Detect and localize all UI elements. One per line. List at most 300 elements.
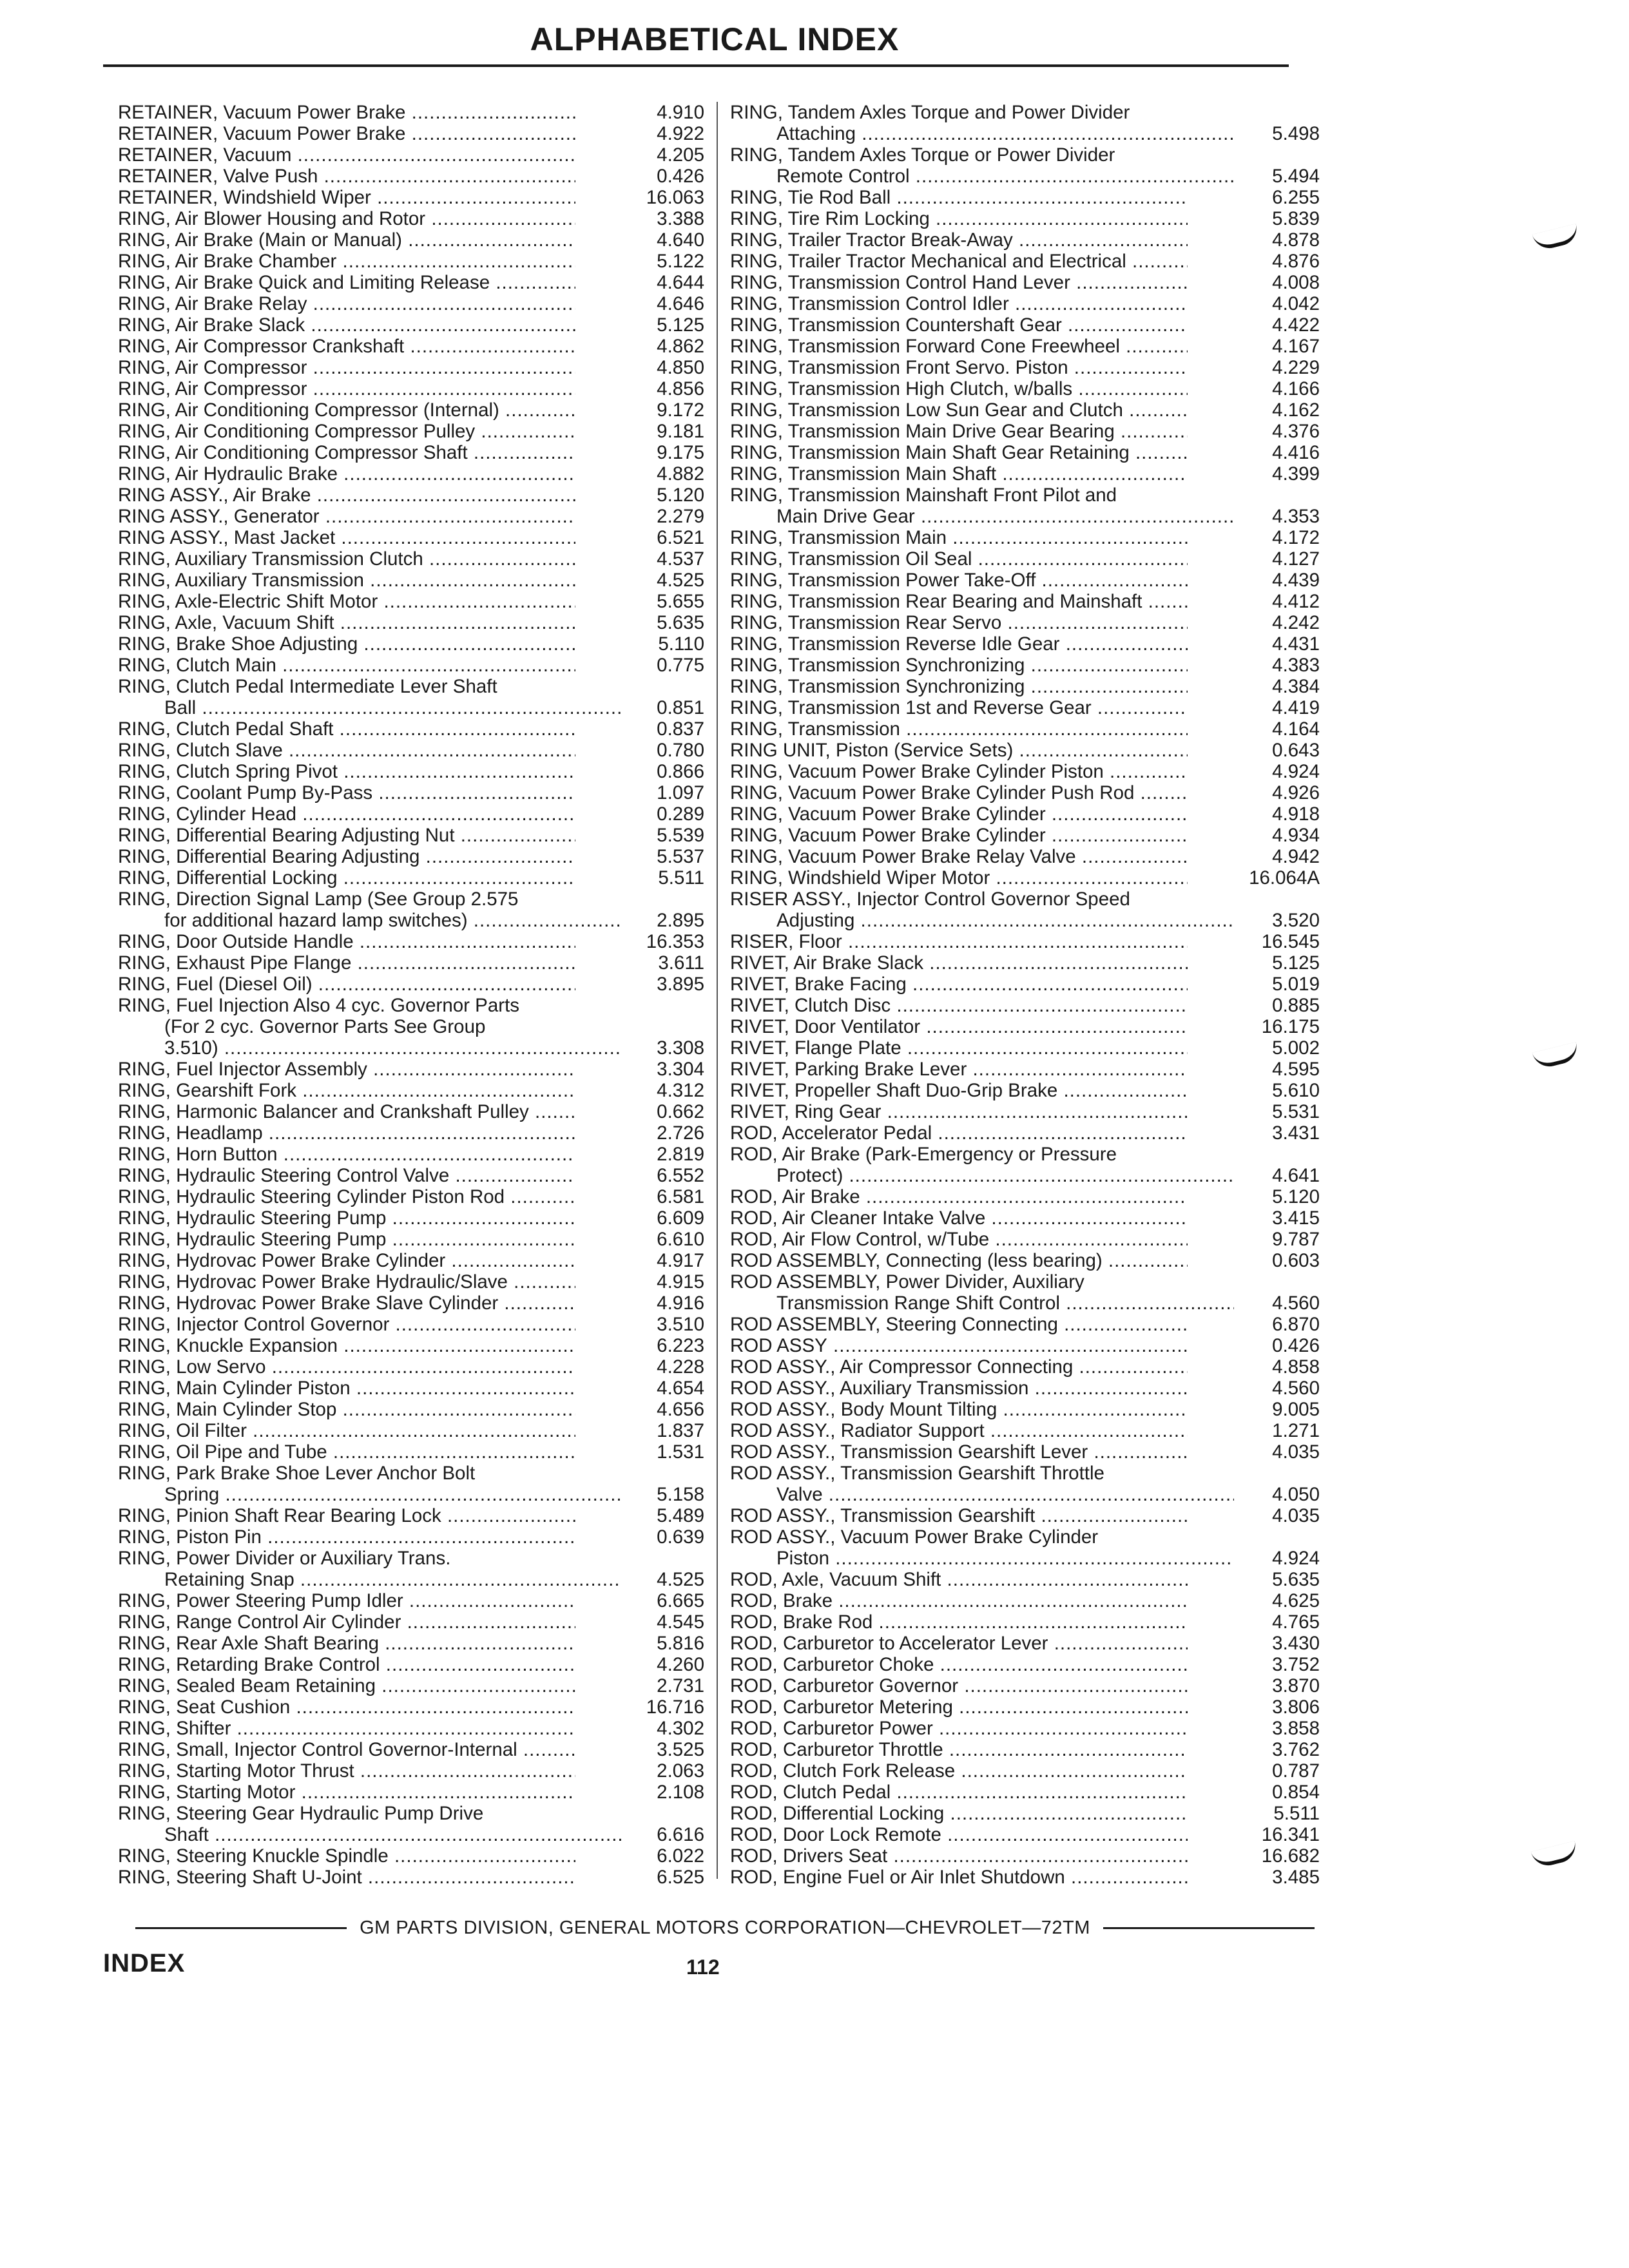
entry-page-ref: 4.439: [1272, 570, 1320, 591]
entry-page-ref: 6.870: [1272, 1314, 1320, 1335]
entry-text: RING, Transmission Synchronizing .....: [730, 676, 1188, 697]
entry-text: RETAINER, Vacuum .....: [118, 144, 575, 166]
entry-text: RING, Direction Signal Lamp (See Group 2.575: [118, 889, 519, 910]
entry-text: RING ASSY., Mast Jacket .....: [118, 527, 575, 548]
entry-text: RING, Transmission Control Idler .....: [730, 293, 1188, 314]
entry-page-ref: 6.022: [657, 1845, 704, 1867]
index-entry: [118, 761, 704, 782]
entry-text: RING, Hydraulic Steering Pump .....: [118, 1229, 575, 1250]
entry-text: RING, Shifter .....: [118, 1718, 575, 1739]
entry-page-ref: 5.002: [1272, 1037, 1320, 1059]
index-entry: [118, 1760, 704, 1782]
index-entry: [118, 952, 704, 974]
index-entry: [118, 1441, 704, 1463]
title-rule: [103, 64, 1289, 67]
entry-page-ref: 0.851: [657, 697, 704, 718]
entry-text: RING, Steering Knuckle Spindle .....: [118, 1845, 575, 1867]
entry-text: ROD ASSY., Transmission Gearshift Throttle: [730, 1463, 1104, 1484]
entry-text: RIVET, Propeller Shaft Duo-Grip Brake .....: [730, 1080, 1188, 1101]
index-entry: [118, 293, 704, 314]
entry-text: RIVET, Ring Gear .....: [730, 1101, 1188, 1122]
index-entry: [118, 357, 704, 378]
index-entry: [118, 527, 704, 548]
index-entry: [730, 1803, 1320, 1824]
entry-text: RING, Air Brake (Main or Manual) .....: [118, 229, 575, 251]
entry-text: RING, Piston Pin .....: [118, 1526, 575, 1548]
entry-page-ref: 5.537: [657, 846, 704, 867]
index-entry: [730, 761, 1320, 782]
index-entry: [118, 123, 704, 144]
entry-page-ref: 0.854: [1272, 1782, 1320, 1803]
entry-page-ref: 16.682: [1261, 1845, 1320, 1867]
index-column-right: [730, 102, 1320, 1888]
entry-page-ref: 3.752: [1272, 1654, 1320, 1675]
index-entry: [730, 251, 1320, 272]
entry-text: RING, Hydraulic Steering Pump .....: [118, 1207, 575, 1229]
entry-page-ref: 4.640: [657, 229, 704, 251]
index-entry: [730, 1037, 1320, 1059]
entry-page-ref: 5.511: [658, 867, 704, 889]
entry-text: RING, Starting Motor Thrust .....: [118, 1760, 575, 1782]
index-entry: [730, 1867, 1320, 1888]
entry-page-ref: 4.166: [1272, 378, 1320, 399]
entry-text: RING, Transmission Forward Cone Freewheel .....: [730, 336, 1188, 357]
index-entry: [730, 1441, 1320, 1463]
index-entry: [730, 1824, 1320, 1845]
index-entry: [118, 1101, 704, 1122]
index-entry: [730, 378, 1320, 399]
entry-page-ref: 4.525: [657, 1569, 704, 1590]
index-entry: [118, 570, 704, 591]
entry-page-ref: 4.641: [1272, 1165, 1320, 1186]
index-entry: [730, 1207, 1320, 1229]
entry-text: RING, Clutch Spring Pivot .....: [118, 761, 575, 782]
entry-text: RING, Transmission Rear Bearing and Mainshaft .....: [730, 591, 1188, 612]
entry-text: RING, Seat Cushion .....: [118, 1696, 575, 1718]
entry-text: RIVET, Flange Plate .....: [730, 1037, 1188, 1059]
entry-page-ref: 4.926: [1272, 782, 1320, 803]
index-entry: [730, 740, 1320, 761]
index-entry: [730, 1399, 1320, 1420]
entry-page-ref: 3.304: [657, 1059, 704, 1080]
entry-text: RING, Axle, Vacuum Shift .....: [118, 612, 575, 633]
entry-page-ref: 4.876: [1272, 251, 1320, 272]
entry-text: Adjusting .....: [730, 910, 1234, 931]
index-entry: [730, 1378, 1320, 1399]
index-entry: [118, 463, 704, 485]
entry-page-ref: 5.019: [1272, 974, 1320, 995]
entry-text: RING, Starting Motor .....: [118, 1782, 575, 1803]
index-entry: [118, 314, 704, 336]
entry-page-ref: 1.837: [657, 1420, 704, 1441]
index-entry: [118, 1633, 704, 1654]
entry-text: RING, Trailer Tractor Mechanical and Electrical .....: [730, 251, 1188, 272]
index-entry: [730, 1250, 1320, 1271]
entry-text: ROD, Differential Locking .....: [730, 1803, 1188, 1824]
entry-text: RING, Air Blower Housing and Rotor .....: [118, 208, 575, 229]
index-entry: [118, 1718, 704, 1739]
entry-page-ref: 2.279: [657, 506, 704, 527]
entry-page-ref: 6.255: [1272, 187, 1320, 208]
index-entry: [118, 144, 704, 166]
entry-page-ref: 4.383: [1272, 655, 1320, 676]
entry-page-ref: 4.882: [657, 463, 704, 485]
index-entry: [118, 1590, 704, 1611]
entry-text: RING, Main Cylinder Stop .....: [118, 1399, 575, 1420]
entry-text: ROD ASSEMBLY, Steering Connecting .....: [730, 1314, 1188, 1335]
index-entry: [730, 1590, 1320, 1611]
index-entry: [730, 1059, 1320, 1080]
entry-text: RING, Air Compressor Crankshaft .....: [118, 336, 575, 357]
entry-page-ref: 2.063: [657, 1760, 704, 1782]
index-entry: [118, 272, 704, 293]
index-entry: [730, 1144, 1320, 1186]
index-entry: [118, 1696, 704, 1718]
entry-page-ref: 4.560: [1272, 1293, 1320, 1314]
entry-text: Main Drive Gear .....: [730, 506, 1234, 527]
entry-page-ref: 5.120: [1272, 1186, 1320, 1207]
entry-text: RING UNIT, Piston (Service Sets) .....: [730, 740, 1188, 761]
entry-text: RING, Transmission Reverse Idle Gear .....: [730, 633, 1188, 655]
entry-page-ref: 3.806: [1272, 1696, 1320, 1718]
index-entry: [730, 974, 1320, 995]
entry-text: for additional hazard lamp switches) .....: [118, 910, 622, 931]
index-entry: [730, 293, 1320, 314]
index-entry: [118, 1803, 704, 1845]
entry-text: ROD ASSY .....: [730, 1335, 1188, 1356]
index-entry: [118, 1548, 704, 1590]
entry-page-ref: 4.537: [657, 548, 704, 570]
entry-page-ref: 6.616: [657, 1824, 704, 1845]
entry-page-ref: 4.856: [657, 378, 704, 399]
entry-page-ref: 1.271: [1272, 1420, 1320, 1441]
entry-text: RING, Low Servo .....: [118, 1356, 575, 1378]
entry-page-ref: 0.639: [657, 1526, 704, 1548]
entry-page-ref: 4.934: [1272, 825, 1320, 846]
entry-page-ref: 4.858: [1272, 1356, 1320, 1378]
index-entry: [118, 251, 704, 272]
entry-page-ref: 0.885: [1272, 995, 1320, 1016]
entry-page-ref: 5.158: [657, 1484, 704, 1505]
entry-text: RING, Windshield Wiper Motor .....: [730, 867, 1188, 889]
entry-text: RING, Oil Pipe and Tube .....: [118, 1441, 575, 1463]
index-entry: [118, 1675, 704, 1696]
entry-text: RISER ASSY., Injector Control Governor Speed: [730, 889, 1130, 910]
entry-text: ROD, Air Cleaner Intake Valve .....: [730, 1207, 1188, 1229]
entry-text: RIVET, Air Brake Slack .....: [730, 952, 1188, 974]
entry-text: RING, Retarding Brake Control .....: [118, 1654, 575, 1675]
index-entry: [730, 272, 1320, 293]
index-entry: [118, 1867, 704, 1888]
entry-text: RING, Coolant Pump By-Pass .....: [118, 782, 575, 803]
entry-page-ref: 16.716: [646, 1696, 704, 1718]
entry-text: RING, Air Conditioning Compressor Shaft .....: [118, 442, 575, 463]
index-entry: [730, 1569, 1320, 1590]
entry-text: RING, Vacuum Power Brake Cylinder Push Rod .....: [730, 782, 1188, 803]
entry-page-ref: 4.765: [1272, 1611, 1320, 1633]
entry-text: RING, Air Brake Slack .....: [118, 314, 575, 336]
entry-text: RING, Gearshift Fork .....: [118, 1080, 575, 1101]
index-entry: [118, 974, 704, 995]
entry-text: ROD, Carburetor Metering .....: [730, 1696, 1188, 1718]
index-entry: [118, 655, 704, 676]
index-entry: [730, 995, 1320, 1016]
entry-text: RING, Door Outside Handle .....: [118, 931, 575, 952]
entry-text: RIVET, Brake Facing .....: [730, 974, 1188, 995]
index-entry: [730, 144, 1320, 187]
entry-text: Ball .....: [118, 697, 622, 718]
entry-text: RING, Auxiliary Transmission Clutch .....: [118, 548, 575, 570]
index-entry: [730, 867, 1320, 889]
entry-text: RING ASSY., Generator .....: [118, 506, 575, 527]
entry-page-ref: 4.399: [1272, 463, 1320, 485]
entry-text: RETAINER, Vacuum Power Brake .....: [118, 123, 575, 144]
index-entry: [730, 1271, 1320, 1314]
entry-page-ref: 4.431: [1272, 633, 1320, 655]
entry-page-ref: 4.910: [657, 102, 704, 123]
entry-text: ROD, Air Brake (Park-Emergency or Pressure: [730, 1144, 1117, 1165]
index-entry: [730, 1845, 1320, 1867]
entry-text: RING, Oil Filter .....: [118, 1420, 575, 1441]
entry-page-ref: 9.175: [657, 442, 704, 463]
entry-page-ref: 4.242: [1272, 612, 1320, 633]
entry-page-ref: 5.539: [657, 825, 704, 846]
footer-rule-right: [1103, 1927, 1315, 1929]
entry-page-ref: 4.654: [657, 1378, 704, 1399]
entry-text: ROD, Door Lock Remote .....: [730, 1824, 1188, 1845]
entry-page-ref: 6.552: [657, 1165, 704, 1186]
section-label: INDEX: [103, 1949, 186, 1977]
index-entry: [730, 1186, 1320, 1207]
index-entry: [730, 889, 1320, 931]
entry-page-ref: 5.498: [1272, 123, 1320, 144]
entry-page-ref: 5.511: [1273, 1803, 1320, 1824]
entry-text: RING, Transmission Rear Servo .....: [730, 612, 1188, 633]
index-entry: [118, 889, 704, 931]
index-entry: [118, 1378, 704, 1399]
entry-text: ROD, Carburetor Choke .....: [730, 1654, 1188, 1675]
index-entry: [118, 718, 704, 740]
entry-text: RING, Auxiliary Transmission .....: [118, 570, 575, 591]
index-entry: [118, 782, 704, 803]
entry-text: ROD ASSY., Transmission Gearshift Lever .....: [730, 1441, 1188, 1463]
index-entry: [118, 485, 704, 506]
entry-page-ref: 0.426: [657, 166, 704, 187]
index-entry: [730, 208, 1320, 229]
entry-page-ref: 4.942: [1272, 846, 1320, 867]
entry-page-ref: 4.595: [1272, 1059, 1320, 1080]
entry-text: ROD, Clutch Fork Release .....: [730, 1760, 1188, 1782]
entry-text: ROD, Clutch Pedal .....: [730, 1782, 1188, 1803]
entry-page-ref: 4.228: [657, 1356, 704, 1378]
entry-text: RING, Air Hydraulic Brake .....: [118, 463, 575, 485]
entry-page-ref: 6.610: [657, 1229, 704, 1250]
entry-page-ref: 9.787: [1272, 1229, 1320, 1250]
entry-page-ref: 4.050: [1272, 1484, 1320, 1505]
entry-text: RING, Brake Shoe Adjusting .....: [118, 633, 575, 655]
entry-page-ref: 5.120: [657, 485, 704, 506]
entry-text: RING, Transmission Control Hand Lever .....: [730, 272, 1188, 293]
index-entry: [730, 633, 1320, 655]
index-entry: [730, 421, 1320, 442]
entry-text: Protect) .....: [730, 1165, 1234, 1186]
entry-page-ref: 2.895: [657, 910, 704, 931]
index-entry: [730, 548, 1320, 570]
footer: [135, 1917, 1315, 1939]
entry-text: RING, Vacuum Power Brake Cylinder .....: [730, 825, 1188, 846]
entry-text: RETAINER, Windshield Wiper .....: [118, 187, 575, 208]
entry-text: RING, Transmission Synchronizing .....: [730, 655, 1188, 676]
entry-text: RING, Steering Shaft U-Joint .....: [118, 1867, 575, 1888]
entry-page-ref: 4.167: [1272, 336, 1320, 357]
index-entry: [118, 399, 704, 421]
entry-page-ref: 4.035: [1272, 1505, 1320, 1526]
entry-text: RING, Hydrovac Power Brake Cylinder .....: [118, 1250, 575, 1271]
entry-page-ref: 9.181: [657, 421, 704, 442]
entry-text: RING, Differential Locking .....: [118, 867, 575, 889]
entry-text: RING, Hydrovac Power Brake Slave Cylinder .....: [118, 1293, 575, 1314]
index-entry: [118, 229, 704, 251]
entry-page-ref: 9.172: [657, 399, 704, 421]
index-entry: [730, 1335, 1320, 1356]
entry-page-ref: 3.895: [657, 974, 704, 995]
entry-text: RING, Fuel Injection Also 4 cyc. Governor Parts: [118, 995, 520, 1016]
index-entry: [730, 1080, 1320, 1101]
index-entry: [118, 1739, 704, 1760]
index-entry: [118, 1250, 704, 1271]
entry-page-ref: 5.610: [1272, 1080, 1320, 1101]
entry-page-ref: 3.858: [1272, 1718, 1320, 1739]
entry-page-ref: 4.302: [657, 1718, 704, 1739]
entry-page-ref: 4.416: [1272, 442, 1320, 463]
index-column-left: [118, 102, 704, 1888]
entry-page-ref: 4.924: [1272, 1548, 1320, 1569]
index-entry: [118, 102, 704, 123]
index-entry: [730, 463, 1320, 485]
index-entry: [118, 442, 704, 463]
page-number: 112: [686, 1956, 720, 1979]
entry-text: RISER, Floor .....: [730, 931, 1188, 952]
entry-text: 3.510) .....: [118, 1037, 622, 1059]
entry-text: RING, Air Compressor .....: [118, 378, 575, 399]
entry-text: RING, Transmission 1st and Reverse Gear .....: [730, 697, 1188, 718]
index-entry: [118, 548, 704, 570]
index-entry: [118, 1611, 704, 1633]
entry-page-ref: 4.229: [1272, 357, 1320, 378]
index-entry: [118, 740, 704, 761]
entry-page-ref: 4.312: [657, 1080, 704, 1101]
entry-page-ref: 4.656: [657, 1399, 704, 1420]
entry-page-ref: 4.560: [1272, 1378, 1320, 1399]
index-entry: [730, 718, 1320, 740]
entry-text: RING, Vacuum Power Brake Cylinder .....: [730, 803, 1188, 825]
index-entry: [730, 803, 1320, 825]
entry-text: RING, Transmission High Clutch, w/balls .....: [730, 378, 1188, 399]
entry-text: RING, Horn Button .....: [118, 1144, 575, 1165]
entry-page-ref: 5.122: [657, 251, 704, 272]
entry-text: RING, Range Control Air Cylinder .....: [118, 1611, 575, 1633]
entry-text: ROD ASSEMBLY, Connecting (less bearing) .....: [730, 1250, 1188, 1271]
entry-page-ref: 4.419: [1272, 697, 1320, 718]
entry-text: RING, Tie Rod Ball .....: [730, 187, 1188, 208]
index-entry: [118, 1356, 704, 1378]
entry-text: ROD, Accelerator Pedal .....: [730, 1122, 1188, 1144]
entry-text: RING, Knuckle Expansion .....: [118, 1335, 575, 1356]
index-entry: [118, 803, 704, 825]
entry-text: RING, Small, Injector Control Governor-Internal .....: [118, 1739, 575, 1760]
entry-text: RING, Fuel Injector Assembly .....: [118, 1059, 575, 1080]
entry-text: RING, Headlamp .....: [118, 1122, 575, 1144]
entry-page-ref: 0.787: [1272, 1760, 1320, 1782]
entry-text: ROD ASSY., Auxiliary Transmission .....: [730, 1378, 1188, 1399]
entry-page-ref: 5.125: [1272, 952, 1320, 974]
entry-text: RING, Transmission Mainshaft Front Pilot and: [730, 485, 1117, 506]
index-entry: [118, 846, 704, 867]
entry-text: ROD, Axle, Vacuum Shift .....: [730, 1569, 1188, 1590]
index-entry: [118, 633, 704, 655]
entry-page-ref: 4.644: [657, 272, 704, 293]
entry-page-ref: 0.775: [657, 655, 704, 676]
entry-page-ref: 4.525: [657, 570, 704, 591]
entry-text: RING, Rear Axle Shaft Bearing .....: [118, 1633, 575, 1654]
index-entry: [118, 166, 704, 187]
entry-text: Attaching .....: [730, 123, 1234, 144]
entry-text: RING, Hydraulic Steering Cylinder Piston Rod .....: [118, 1186, 575, 1207]
scan-mark: [1532, 1042, 1581, 1070]
index-entry: [730, 1611, 1320, 1633]
entry-text: RING, Main Cylinder Piston .....: [118, 1378, 575, 1399]
entry-page-ref: 4.376: [1272, 421, 1320, 442]
entry-page-ref: 3.510: [657, 1314, 704, 1335]
entry-page-ref: 4.918: [1272, 803, 1320, 825]
entry-text: RING, Transmission Low Sun Gear and Clutch .....: [730, 399, 1188, 421]
entry-text: ROD, Brake .....: [730, 1590, 1188, 1611]
footer-rule-left: [135, 1927, 347, 1929]
index-entry: [730, 442, 1320, 463]
entry-text: ROD ASSEMBLY, Power Divider, Auxiliary: [730, 1271, 1084, 1293]
index-entry: [730, 187, 1320, 208]
entry-text: Piston .....: [730, 1548, 1234, 1569]
entry-text: RING, Park Brake Shoe Lever Anchor Bolt: [118, 1463, 476, 1484]
entry-page-ref: 3.430: [1272, 1633, 1320, 1654]
entry-page-ref: 5.635: [1272, 1569, 1320, 1590]
index-entry: [118, 591, 704, 612]
entry-text: RING, Pinion Shaft Rear Bearing Lock .....: [118, 1505, 575, 1526]
entry-text: RING, Hydrovac Power Brake Hydraulic/Slave .....: [118, 1271, 575, 1293]
index-entry: [730, 1356, 1320, 1378]
index-entry: [730, 1420, 1320, 1441]
index-entry: [118, 1782, 704, 1803]
index-entry: [730, 1633, 1320, 1654]
index-entry: [118, 1229, 704, 1250]
entry-text: RING, Clutch Main .....: [118, 655, 575, 676]
entry-page-ref: 6.609: [657, 1207, 704, 1229]
entry-page-ref: 4.878: [1272, 229, 1320, 251]
footer-text: GM PARTS DIVISION, GENERAL MOTORS CORPORATION—CHEVROLET—72TM: [360, 1917, 1090, 1938]
index-entry: [118, 1207, 704, 1229]
index-entry: [730, 1782, 1320, 1803]
entry-text: (For 2 cyc. Governor Parts See Group: [164, 1016, 486, 1037]
index-entry: [730, 931, 1320, 952]
index-entry: [730, 676, 1320, 697]
entry-page-ref: 6.223: [657, 1335, 704, 1356]
index-entry: [730, 1760, 1320, 1782]
entry-page-ref: 2.108: [657, 1782, 704, 1803]
index-entry: [730, 1675, 1320, 1696]
entry-page-ref: 4.422: [1272, 314, 1320, 336]
entry-text: RING, Differential Bearing Adjusting .....: [118, 846, 575, 867]
index-entry: [730, 1739, 1320, 1760]
